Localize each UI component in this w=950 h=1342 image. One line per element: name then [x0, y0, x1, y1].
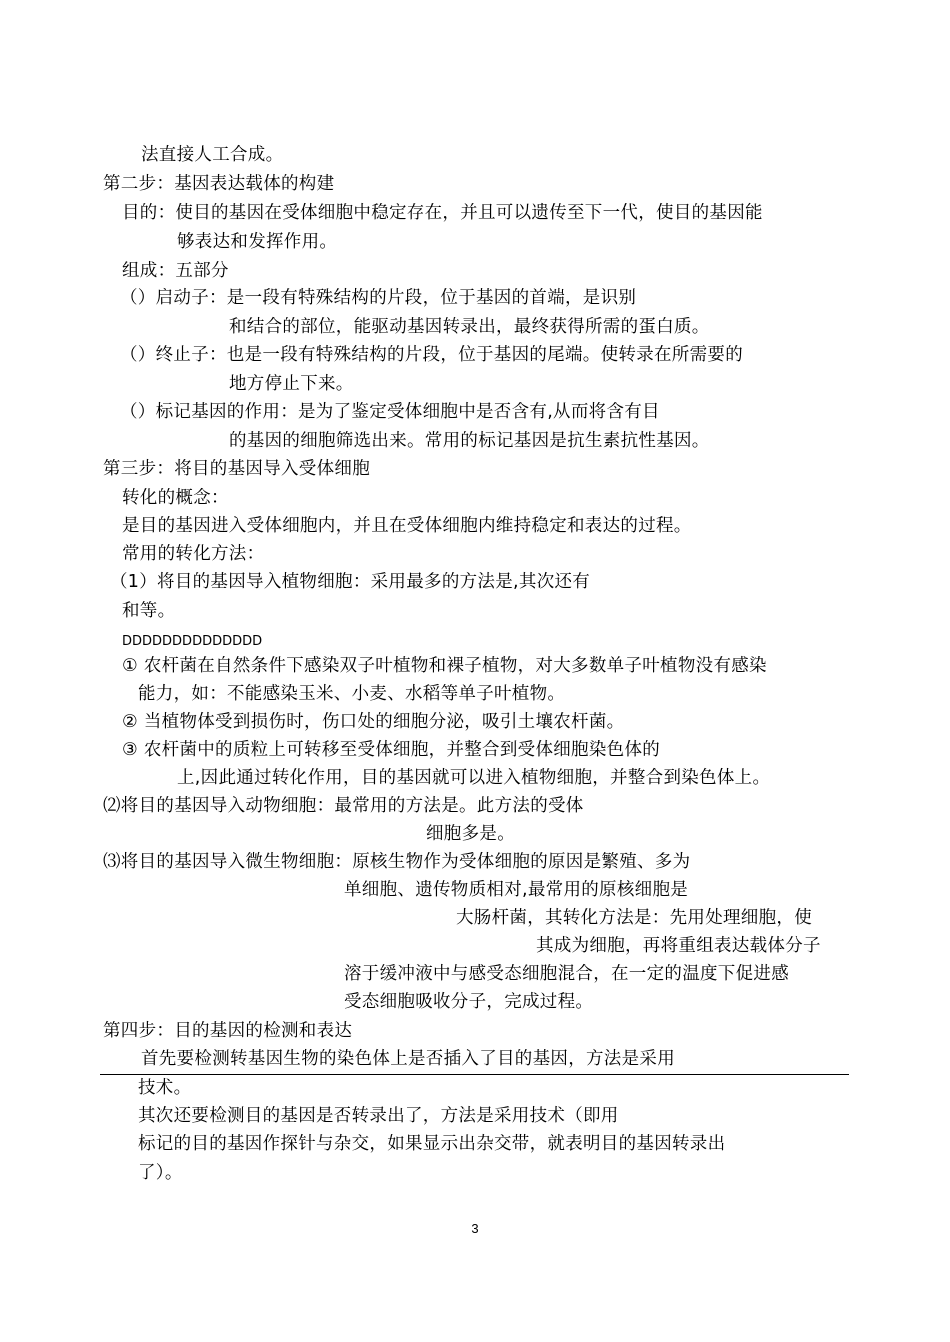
- text-line: 上,因此通过转化作用，目的基因就可以进入植物细胞，并整合到染色体上。: [177, 768, 771, 788]
- text-line: 能力，如：不能感染玉米、小麦、水稻等单子叶植物。: [138, 684, 566, 704]
- list-item: ② 当植物体受到损伤时，伤口处的细胞分泌，吸引土壤农杆菌。: [122, 712, 625, 732]
- text-line: 技术。: [138, 1078, 192, 1098]
- text-line: 其成为细胞，再将重组表达载体分子: [536, 936, 821, 956]
- text-line: 了）。: [138, 1163, 183, 1183]
- text-line: 和等。: [122, 601, 176, 621]
- text-line: 地方停止下来。: [229, 374, 354, 394]
- section-heading: 第二步：基因表达载体的构建: [103, 174, 335, 194]
- list-item: （1）将目的基因导入植物细胞：采用最多的方法是,其次还有: [110, 572, 591, 592]
- list-item: （）启动子：是一段有特殊结构的片段，位于基因的首端，是识别: [120, 288, 637, 308]
- list-item: （）终止子：也是一段有特殊结构的片段，位于基因的尾端。使转录在所需要的: [120, 345, 743, 365]
- text-line: 细胞多是。: [426, 824, 515, 844]
- text-line: 的基因的细胞筛选出来。常用的标记基因是抗生素抗性基因。: [229, 431, 710, 451]
- list-item: ⑶将目的基因导入微生物细胞：原核生物作为受体细胞的原因是繁殖、多为: [103, 852, 691, 872]
- text-line: 其次还要检测目的基因是否转录出了，方法是采用技术（即用: [138, 1106, 619, 1126]
- text-line: 和结合的部位，能驱动基因转录出，最终获得所需的蛋白质。: [229, 317, 710, 337]
- list-item: ③ 农杆菌中的质粒上可转移至受体细胞，并整合到受体细胞染色体的: [122, 740, 661, 760]
- text-line: 是目的基因进入受体细胞内，并且在受体细胞内维持稳定和表达的过程。: [122, 516, 692, 536]
- text-line: 法直接人工合成。: [141, 145, 284, 165]
- text-line: 大肠杆菌，其转化方法是：先用处理细胞，使: [456, 908, 812, 928]
- list-item: ① 农杆菌在自然条件下感染双子叶植物和裸子植物，对大多数单子叶植物没有感染: [122, 656, 767, 676]
- section-heading: 第三步：将目的基因导入受体细胞: [103, 459, 370, 479]
- text-line: 首先要检测转基因生物的染色体上是否插入了目的基因，方法是采用: [141, 1049, 675, 1069]
- text-line: 受态细胞吸收分子，完成过程。: [344, 992, 594, 1012]
- text-line: 转化的概念：: [122, 488, 229, 508]
- list-item: （）标记基因的作用：是为了鉴定受体细胞中是否含有,从而将含有目: [120, 402, 660, 422]
- page-number: 3: [471, 1221, 479, 1236]
- section-heading: 第四步：目的基因的检测和表达: [103, 1021, 353, 1041]
- text-line: 溶于缓冲液中与感受态细胞混合，在一定的温度下促进感: [344, 964, 789, 984]
- text-line: 组成：五部分: [122, 261, 229, 281]
- text-line: 目的：使目的基因在受体细胞中稳定存在，并且可以遗传至下一代，使目的基因能: [122, 203, 763, 223]
- text-line: 标记的目的基因作探针与杂交，如果显示出杂交带，就表明目的基因转录出: [138, 1134, 726, 1154]
- horizontal-rule: [100, 1074, 849, 1075]
- text-line: 常用的转化方法：: [122, 544, 265, 564]
- text-line: DDDDDDDDDDDDDD: [122, 634, 263, 649]
- text-line: 单细胞、遗传物质相对,最常用的原核细胞是: [344, 880, 689, 900]
- text-line: 够表达和发挥作用。: [177, 232, 338, 252]
- list-item: ⑵将目的基因导入动物细胞：最常用的方法是。此方法的受体: [103, 796, 584, 816]
